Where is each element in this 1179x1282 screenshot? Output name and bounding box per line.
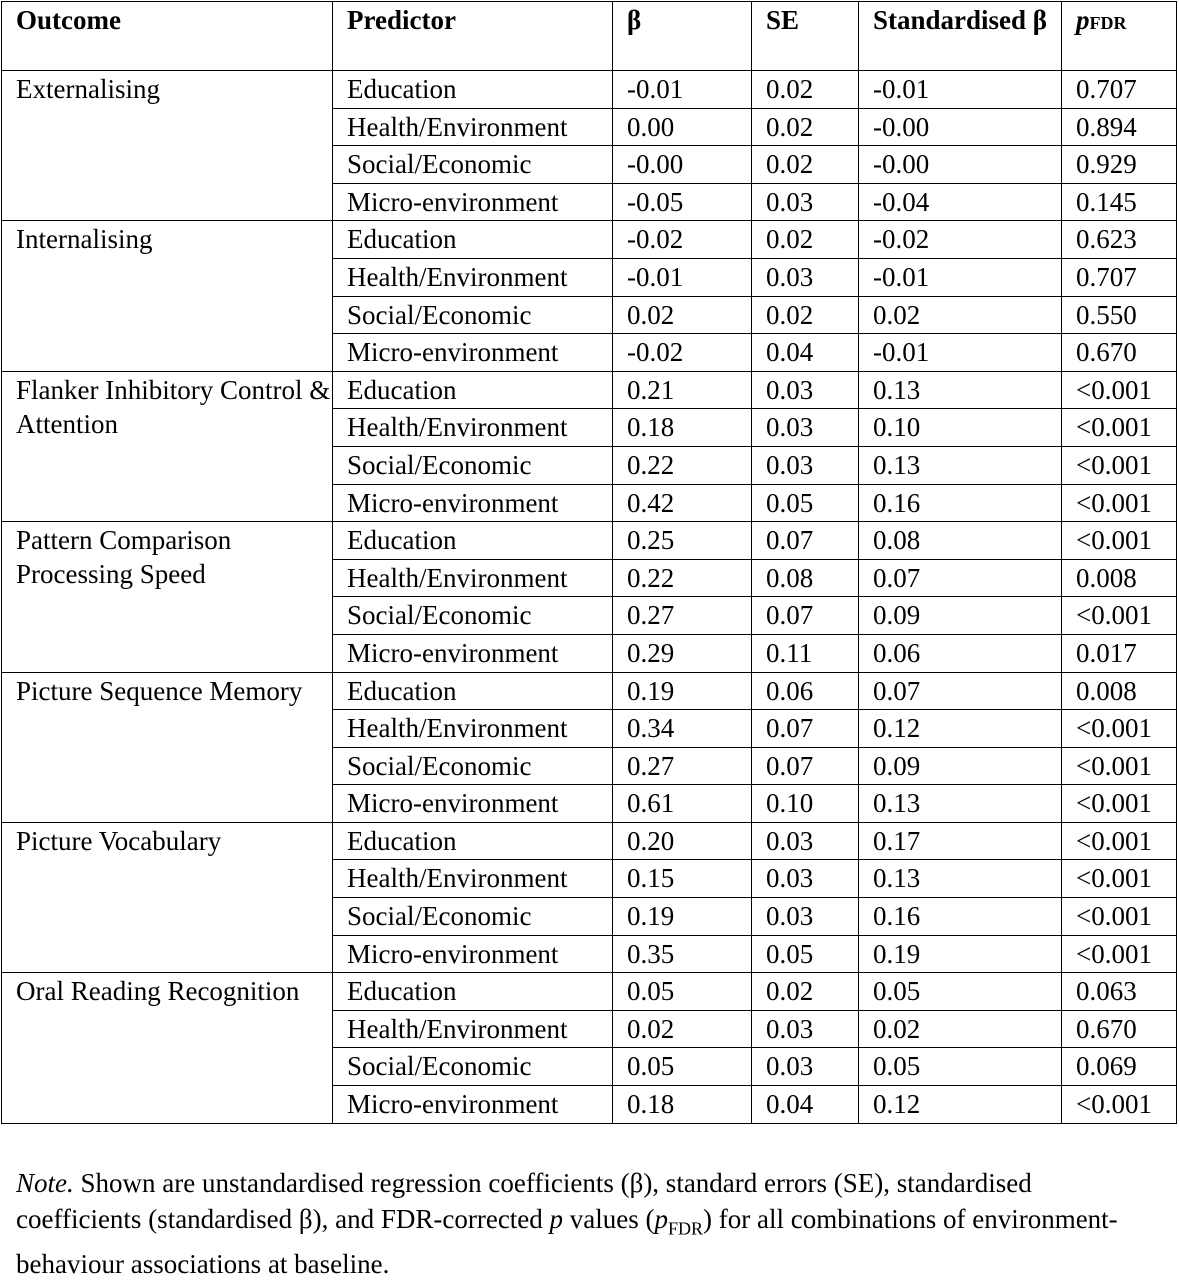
p-cell: 0.008 [1062,672,1177,710]
p-cell: <0.001 [1062,522,1177,560]
predictor-cell: Education [333,221,613,259]
beta-cell: 0.27 [613,747,752,785]
se-cell: 0.03 [752,898,859,936]
p-cell: <0.001 [1062,822,1177,860]
beta-cell: 0.22 [613,559,752,597]
p-cell: <0.001 [1062,710,1177,748]
header-predictor: Predictor [333,2,613,71]
p-cell: <0.001 [1062,409,1177,447]
header-standardised-beta: Standardised β [859,2,1062,71]
predictor-cell: Health/Environment [333,710,613,748]
table-row [2,522,1177,560]
std-beta-cell: 0.05 [859,973,1062,1011]
p-cell: <0.001 [1062,597,1177,635]
note-text-3: ) for all combinations of environment-behaviour associations at baseline. [16,1204,1118,1280]
beta-cell: 0.19 [613,672,752,710]
predictor-cell: Micro-environment [333,935,613,973]
p-cell: 0.670 [1062,1010,1177,1048]
se-cell: 0.02 [752,221,859,259]
predictor-cell: Social/Economic [333,1048,613,1086]
se-cell: 0.05 [752,935,859,973]
predictor-cell: Micro-environment [333,183,613,221]
predictor-cell: Education [333,522,613,560]
table-note [16,1165,1156,1282]
se-cell: 0.07 [752,522,859,560]
p-cell: <0.001 [1062,371,1177,409]
std-beta-cell: -0.02 [859,221,1062,259]
note-p-italic: p [549,1204,564,1234]
outcome-cell: Pattern Comparison Processing Speed [2,522,333,672]
outcome-cell: Internalising [2,221,333,371]
header-outcome: Outcome [2,2,333,71]
table-row [2,822,1177,860]
std-beta-cell: 0.09 [859,597,1062,635]
predictor-cell: Social/Economic [333,446,613,484]
predictor-cell: Health/Environment [333,860,613,898]
std-beta-cell: 0.19 [859,935,1062,973]
table-row [2,221,1177,259]
std-beta-cell: 0.09 [859,747,1062,785]
table-body [2,71,1177,1124]
predictor-cell: Micro-environment [333,634,613,672]
beta-cell: 0.02 [613,296,752,334]
results-table [1,1,1177,1124]
se-cell: 0.04 [752,334,859,372]
beta-cell: 0.05 [613,973,752,1011]
std-beta-cell: 0.02 [859,1010,1062,1048]
predictor-cell: Micro-environment [333,484,613,522]
predictor-cell: Health/Environment [333,559,613,597]
se-cell: 0.03 [752,1048,859,1086]
std-beta-cell: 0.13 [859,446,1062,484]
note-label: Note. [16,1168,74,1198]
p-cell: 0.707 [1062,71,1177,109]
beta-cell: 0.00 [613,108,752,146]
predictor-cell: Education [333,672,613,710]
header-p-subscript: FDR [1089,13,1127,33]
table-row [2,71,1177,109]
beta-cell: -0.01 [613,258,752,296]
beta-cell: 0.29 [613,634,752,672]
p-cell: 0.017 [1062,634,1177,672]
beta-cell: 0.34 [613,710,752,748]
p-cell: 0.008 [1062,559,1177,597]
outcome-cell: Flanker Inhibitory Control & Attention [2,371,333,521]
predictor-cell: Social/Economic [333,597,613,635]
beta-cell: 0.15 [613,860,752,898]
p-cell: <0.001 [1062,1086,1177,1124]
beta-cell: -0.02 [613,334,752,372]
note-p-italic-2: p [654,1204,669,1234]
predictor-cell: Health/Environment [333,409,613,447]
se-cell: 0.03 [752,371,859,409]
beta-cell: -0.05 [613,183,752,221]
beta-cell: 0.27 [613,597,752,635]
beta-cell: 0.22 [613,446,752,484]
se-cell: 0.02 [752,108,859,146]
header-se: SE [752,2,859,71]
beta-cell: 0.35 [613,935,752,973]
header-row [2,2,1177,71]
beta-cell: 0.19 [613,898,752,936]
se-cell: 0.07 [752,747,859,785]
predictor-cell: Education [333,71,613,109]
predictor-cell: Health/Environment [333,1010,613,1048]
header-p-fdr [1062,2,1177,71]
beta-cell: 0.05 [613,1048,752,1086]
std-beta-cell: -0.04 [859,183,1062,221]
beta-cell: 0.61 [613,785,752,823]
se-cell: 0.03 [752,446,859,484]
predictor-cell: Education [333,822,613,860]
p-cell: 0.145 [1062,183,1177,221]
p-cell: <0.001 [1062,747,1177,785]
table-row [2,973,1177,1011]
predictor-cell: Social/Economic [333,296,613,334]
beta-cell: -0.02 [613,221,752,259]
std-beta-cell: 0.06 [859,634,1062,672]
std-beta-cell: 0.07 [859,559,1062,597]
std-beta-cell: 0.12 [859,1086,1062,1124]
predictor-cell: Social/Economic [333,146,613,184]
std-beta-cell: 0.10 [859,409,1062,447]
predictor-cell: Micro-environment [333,1086,613,1124]
p-cell: <0.001 [1062,785,1177,823]
std-beta-cell: 0.17 [859,822,1062,860]
p-cell: 0.894 [1062,108,1177,146]
predictor-cell: Health/Environment [333,108,613,146]
std-beta-cell: 0.07 [859,672,1062,710]
std-beta-cell: 0.05 [859,1048,1062,1086]
se-cell: 0.07 [752,597,859,635]
table-row [2,371,1177,409]
se-cell: 0.02 [752,71,859,109]
std-beta-cell: -0.01 [859,258,1062,296]
se-cell: 0.08 [752,559,859,597]
header-p-letter: p [1076,5,1090,35]
beta-cell: -0.00 [613,146,752,184]
predictor-cell: Education [333,371,613,409]
std-beta-cell: 0.02 [859,296,1062,334]
p-cell: 0.707 [1062,258,1177,296]
se-cell: 0.05 [752,484,859,522]
se-cell: 0.02 [752,146,859,184]
p-cell: <0.001 [1062,484,1177,522]
beta-cell: 0.20 [613,822,752,860]
p-cell: 0.063 [1062,973,1177,1011]
outcome-cell: Picture Sequence Memory [2,672,333,822]
beta-cell: 0.02 [613,1010,752,1048]
se-cell: 0.03 [752,258,859,296]
se-cell: 0.02 [752,973,859,1011]
p-cell: 0.670 [1062,334,1177,372]
std-beta-cell: 0.08 [859,522,1062,560]
beta-cell: 0.18 [613,1086,752,1124]
se-cell: 0.03 [752,183,859,221]
beta-cell: 0.42 [613,484,752,522]
beta-cell: 0.25 [613,522,752,560]
outcome-cell: Picture Vocabulary [2,822,333,972]
se-cell: 0.07 [752,710,859,748]
p-cell: 0.929 [1062,146,1177,184]
beta-cell: 0.21 [613,371,752,409]
std-beta-cell: -0.00 [859,108,1062,146]
se-cell: 0.06 [752,672,859,710]
p-cell: 0.069 [1062,1048,1177,1086]
p-cell: 0.550 [1062,296,1177,334]
se-cell: 0.03 [752,860,859,898]
std-beta-cell: 0.13 [859,860,1062,898]
std-beta-cell: -0.00 [859,146,1062,184]
std-beta-cell: 0.12 [859,710,1062,748]
predictor-cell: Micro-environment [333,785,613,823]
outcome-cell: Externalising [2,71,333,221]
table-row [2,672,1177,710]
beta-cell: 0.18 [613,409,752,447]
p-cell: <0.001 [1062,935,1177,973]
beta-cell: -0.01 [613,71,752,109]
std-beta-cell: 0.13 [859,785,1062,823]
predictor-cell: Health/Environment [333,258,613,296]
se-cell: 0.04 [752,1086,859,1124]
std-beta-cell: -0.01 [859,71,1062,109]
note-p-subscript: FDR [668,1218,704,1239]
note-text-1: Shown are unstandardised regression coefficients (β), standard errors (SE), standardised coefficients (standardised β), and FDR-corrected [16,1168,1032,1234]
p-cell: <0.001 [1062,860,1177,898]
se-cell: 0.11 [752,634,859,672]
std-beta-cell: 0.13 [859,371,1062,409]
se-cell: 0.03 [752,409,859,447]
std-beta-cell: 0.16 [859,484,1062,522]
se-cell: 0.03 [752,822,859,860]
predictor-cell: Education [333,973,613,1011]
se-cell: 0.02 [752,296,859,334]
se-cell: 0.10 [752,785,859,823]
p-cell: <0.001 [1062,898,1177,936]
outcome-cell: Oral Reading Recognition [2,973,333,1123]
p-cell: <0.001 [1062,446,1177,484]
header-beta: β [613,2,752,71]
predictor-cell: Social/Economic [333,898,613,936]
p-cell: 0.623 [1062,221,1177,259]
predictor-cell: Social/Economic [333,747,613,785]
std-beta-cell: 0.16 [859,898,1062,936]
predictor-cell: Micro-environment [333,334,613,372]
note-text-2: values ( [563,1204,655,1234]
se-cell: 0.03 [752,1010,859,1048]
std-beta-cell: -0.01 [859,334,1062,372]
